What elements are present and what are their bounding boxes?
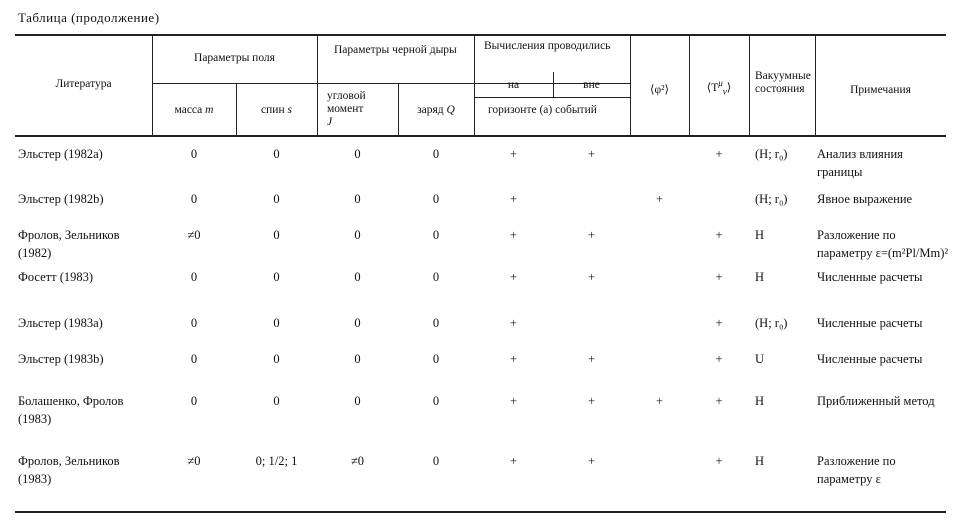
bottom-rule [15, 511, 946, 513]
cell-vac: H [755, 228, 765, 242]
cell-Q: 0 [432, 394, 440, 408]
header-vacuum: Вакуумные состояния [755, 70, 811, 95]
table-caption: Таблица (продолжение) [18, 10, 160, 25]
cell-phi: + [655, 192, 664, 206]
cell-T: + [715, 147, 723, 161]
cell-out: + [587, 228, 596, 242]
vrule [749, 34, 750, 135]
cell-spin: 0; 1/2; 1 [255, 454, 298, 468]
cell-mass: 0 [190, 270, 198, 284]
cell-spin: 0 [273, 270, 280, 284]
cell-note: Анализ влияния границы [817, 147, 903, 179]
header-outside: вне [583, 79, 600, 91]
cell-J: 0 [354, 270, 361, 284]
cell-note: Разложение по параметру ε=(m²Pl/Mm)² [817, 228, 949, 260]
cell-vac: U [755, 352, 765, 366]
cell-T: + [715, 454, 723, 468]
cell-on: + [509, 352, 518, 366]
cell-note: Разложение по параметру ε [817, 454, 896, 486]
cell-note: Явное выражение [817, 192, 913, 206]
cell-spin: 0 [273, 316, 280, 330]
cell-T: + [715, 270, 723, 284]
cell-out: + [587, 147, 596, 161]
cell-spin: 0 [273, 352, 280, 366]
cell-Q: 0 [432, 192, 440, 206]
cell-lit: Эльстер (1982b) [18, 192, 104, 206]
cell-on: + [509, 228, 518, 242]
cell-lit: Эльстер (1983а) [18, 316, 103, 330]
cell-J: 0 [354, 352, 361, 366]
cell-vac: (H; r₀) [755, 316, 788, 330]
cell-Q: 0 [432, 270, 440, 284]
header-notes: Примечания [850, 84, 911, 96]
cell-T: + [715, 394, 723, 408]
cell-mass: 0 [190, 316, 198, 330]
header-bh-params: Параметры черной дыры [334, 44, 457, 56]
cell-lit: Фролов, Зельников (1982) [18, 228, 120, 260]
header-on: на [507, 79, 520, 91]
cell-on: + [509, 270, 518, 284]
header-horizon: горизонте (а) событий [488, 104, 597, 116]
header-field-params: Параметры поля [194, 52, 275, 64]
vrule [152, 34, 153, 135]
top-rule [15, 34, 946, 36]
cell-vac: H [755, 454, 765, 468]
cell-Q: 0 [432, 147, 440, 161]
cell-J: 0 [354, 394, 361, 408]
cell-mass: 0 [190, 147, 198, 161]
calc-rule [474, 97, 630, 98]
cell-mass: ≠0 [187, 454, 201, 468]
cell-vac: (H; r₀) [755, 192, 788, 206]
cell-note: Приближенный метод [817, 394, 935, 408]
cell-out: + [587, 454, 596, 468]
cell-Q: 0 [432, 316, 440, 330]
cell-lit: Эльстер (1983b) [18, 352, 104, 366]
cell-J: 0 [354, 192, 361, 206]
cell-out: + [587, 394, 596, 408]
cell-on: + [509, 192, 518, 206]
cell-spin: 0 [273, 394, 280, 408]
cell-note: Численные расчеты [817, 270, 923, 284]
cell-mass: 0 [190, 192, 198, 206]
cell-spin: 0 [273, 192, 280, 206]
cell-J: 0 [354, 228, 361, 242]
cell-Q: 0 [432, 228, 440, 242]
cell-mass: ≠0 [187, 228, 201, 242]
cell-vac: H [755, 270, 765, 284]
cell-lit: Болашенко, Фролов (1983) [18, 394, 124, 426]
header-calc-done: Вычисления проводились [484, 40, 611, 52]
cell-on: + [509, 454, 518, 468]
cell-J: ≠0 [350, 454, 365, 468]
header-mass: масса m [174, 104, 214, 116]
header-ang-momentum: угловой момент J [327, 90, 366, 128]
cell-mass: 0 [190, 352, 198, 366]
header-phi2: ⟨φ²⟩ [649, 84, 670, 96]
cell-on: + [509, 394, 518, 408]
cell-vac: H [755, 394, 765, 408]
cell-J: 0 [354, 316, 361, 330]
cell-note: Численные расчеты [817, 352, 923, 366]
cell-Q: 0 [432, 352, 440, 366]
cell-on: + [509, 147, 518, 161]
cell-T: + [715, 352, 723, 366]
cell-note: Численные расчеты [817, 316, 923, 330]
cell-phi: + [655, 394, 664, 408]
cell-lit: Эльстер (1982а) [18, 147, 103, 161]
cell-on: + [509, 316, 518, 330]
cell-lit: Фосетт (1983) [18, 270, 94, 284]
cell-out: + [587, 352, 596, 366]
cell-out: + [587, 270, 596, 284]
cell-mass: 0 [190, 394, 198, 408]
vrule [317, 34, 318, 135]
cell-spin: 0 [273, 228, 280, 242]
cell-T: + [715, 228, 723, 242]
header-tmunu: $⟨T^\mu_\nu⟩$ [706, 78, 732, 97]
cell-T: + [715, 316, 723, 330]
cell-spin: 0 [273, 147, 280, 161]
header-charge: заряд Q [417, 104, 455, 116]
header-spin: спин s [261, 104, 292, 116]
cell-lit: Фролов, Зельников (1983) [18, 454, 120, 486]
cell-J: 0 [354, 147, 361, 161]
cell-vac: (H; r₀) [755, 147, 788, 161]
header-bottom-rule [15, 135, 946, 137]
header-literature: Литература [55, 78, 112, 90]
cell-Q: 0 [432, 454, 440, 468]
